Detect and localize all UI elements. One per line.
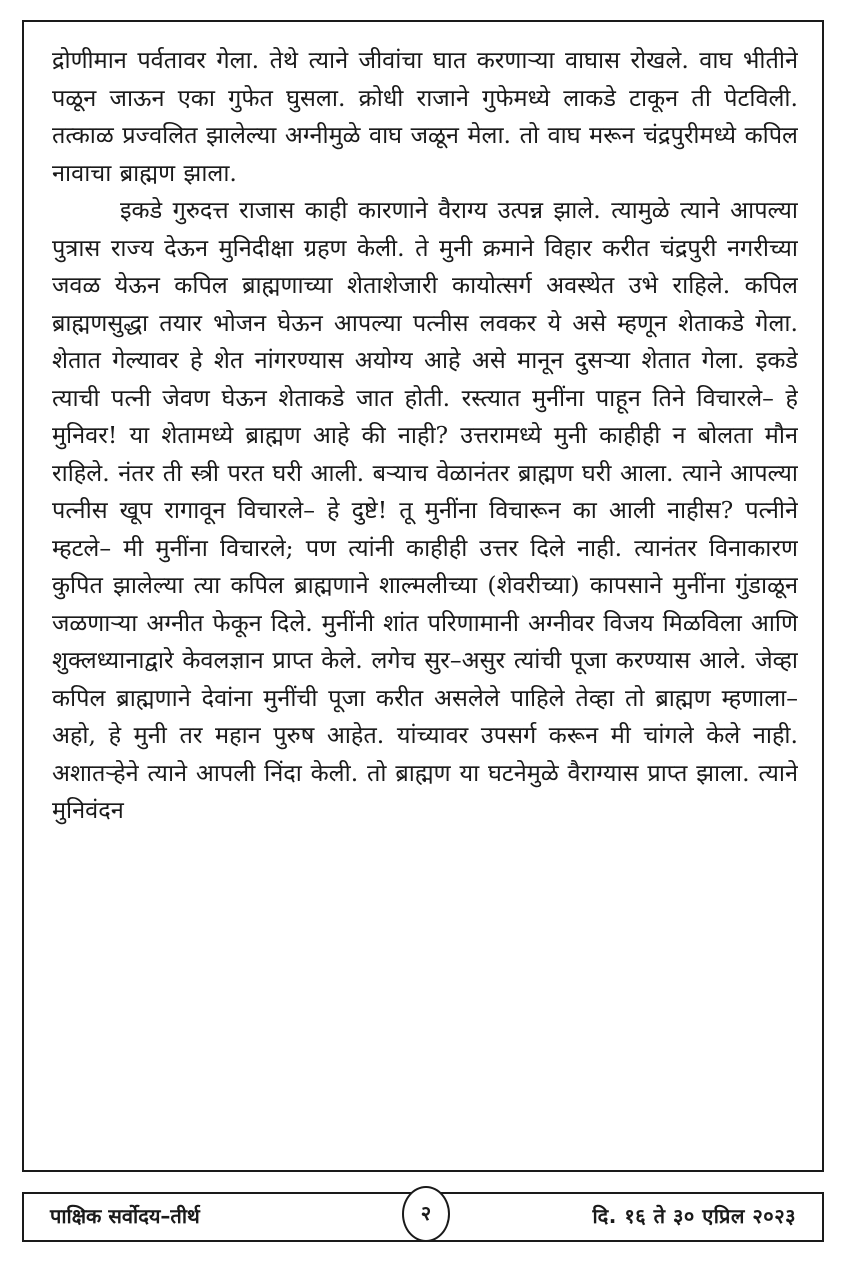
page-content-frame <box>22 20 824 1172</box>
paragraph-1: द्रोणीमान पर्वतावर गेला. तेथे त्याने जीवांचा घात करणाऱ्या वाघास रोखले. वाघ भीतीने पळून जाऊन एका गुफेत घुसला. क्रोधी राजाने गुफेमध्ये लाकडे टाकून ती पेटविली. तत्काळ प्रज्वलित झालेल्या अग्नीमुळे वाघ जळून मेला. तो वाघ मरून चंद्रपुरीमध्ये कपिल नावाचा ब्राह्मण झाला. <box>52 46 798 187</box>
paragraph-2: इकडे गुरुदत्त राजास काही कारणाने वैराग्य उत्पन्न झाले. त्यामुळे त्याने आपल्या पुत्रास राज्य देऊन मुनिदीक्षा ग्रहण केली. ते मुनी क्रमाने विहार करीत चंद्रपुरी नगरीच्या जवळ येऊन कपिल ब्राह्मणाच्या शेताशेजारी कायोत्सर्ग अवस्थेत उभे राहिले. कपिल ब्राह्मणसुद्धा तयार भोजन घेऊन आपल्या पत्नीस लवकर ये असे म्हणून शेताकडे गेला. शेतात गेल्यावर हे शेत नांगरण्यास अयोग्य आहे असे मानून दुसऱ्या शेतात गेला. इकडे त्याची पत्नी जेवण घेऊन शेताकडे जात होती. रस्त्यात मुनींना पाहून तिने विचारले– हे मुनिवर! या शेतामध्ये ब्राह्मण आहे की नाही? उत्तरामध्ये मुनी काहीही न बोलता मौन राहिले. नंतर ती स्त्री परत घरी आली. बऱ्याच वेळानंतर ब्राह्मण घरी आला. त्याने आपल्या पत्नीस खूप रागावून विचारले– हे दुष्टे! तू मुनींना विचारून का आली नाहीस? पत्नीने म्हटले– मी मुनींना विचारले; पण त्यांनी काहीही उत्तर दिले नाही. त्यानंतर विनाकारण कुपित झालेल्या त्या कपिल ब्राह्मणाने शाल्मलीच्या (शेवरीच्या) कापसाने मुनींना गुंडाळून जळणाऱ्या अग्नीत फेकून दिले. मुनींनी शांत परिणामानी अग्नीवर विजय मिळविला आणि शुक्लध्यानाद्वारे केवलज्ञान प्राप्त केले. लगेच सुर–असुर त्यांची पूजा करण्यास आले. जेव्हा कपिल ब्राह्मणाने देवांना मुनींची पूजा करीत असलेले पाहिले तेव्हा तो ब्राह्मण म्हणाला– अहो, हे मुनी तर महान पुरुष आहेत. यांच्यावर उपसर्ग करून मी चांगले केले नाही. अशातऱ्हेने त्याने आपली निंदा केली. तो ब्राह्मण या घटनेमुळे वैराग्यास प्राप्त झाला. त्याने मुनिवंदन <box>52 196 798 824</box>
page-footer <box>22 1192 824 1242</box>
article-body <box>52 42 798 1154</box>
page-number-badge: २ <box>402 1186 450 1242</box>
issue-date: दि. १६ ते ३० एप्रिल २०२३ <box>592 1204 796 1228</box>
publication-name: पाक्षिक सर्वोदय–तीर्थ <box>50 1204 200 1228</box>
